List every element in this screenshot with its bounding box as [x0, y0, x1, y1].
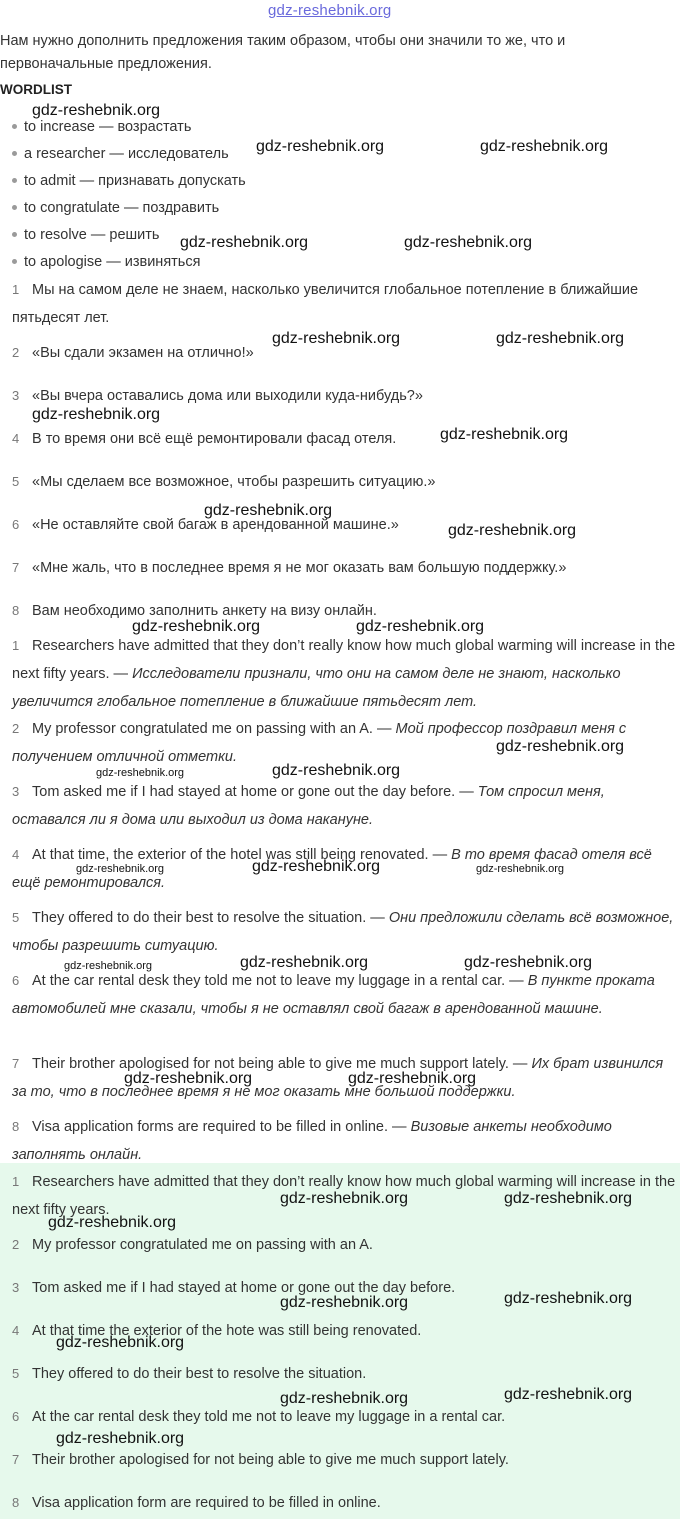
watermark: gdz-reshebnik.org [464, 954, 593, 971]
watermark: gdz-reshebnik.org [32, 102, 161, 119]
answer-item: 3 Tom asked me if I had stayed at home or gone out the day before. — Том спросил меня, оставался ли я дома или выходил из дома накануне. [12, 784, 605, 828]
original-sentence: 3 «Вы вчера оставались дома или выходили куда-нибудь?» [12, 388, 423, 404]
task-intro: Нам нужно дополнить предложения таким образом, чтобы они значили то же, что и первоначальные предложения. [0, 33, 566, 72]
bullet-icon [12, 151, 17, 156]
watermark: gdz-reshebnik.org [480, 138, 609, 155]
wordlist-item: to congratulate — поздравить [12, 195, 246, 222]
original-sentence: 4 В то время они всё ещё ремонтировали фасад отеля. [12, 431, 397, 447]
watermark: gdz-reshebnik.org [280, 1190, 409, 1207]
watermark: gdz-reshebnik.org [404, 234, 533, 251]
wordlist-item: a researcher — исследователь [12, 141, 246, 168]
watermark: gdz-reshebnik.org [76, 863, 165, 875]
watermark: gdz-reshebnik.org [64, 960, 153, 972]
watermark: gdz-reshebnik.org [476, 863, 565, 875]
watermark: gdz-reshebnik.org [272, 330, 401, 347]
final-answer: 1 Researchers have admitted that they don’t really know how much global warming will increase in the next fifty years. [12, 1174, 676, 1218]
watermark: gdz-reshebnik.org [252, 858, 381, 875]
wordlist-item: to resolve — решить [12, 222, 246, 249]
watermark: gdz-reshebnik.org [440, 426, 569, 443]
original-sentence: 1 Мы на самом деле не знаем, насколько увеличится глобальное потепление в ближайшие пятьдесят лет. [12, 282, 639, 326]
watermark: gdz-reshebnik.org [348, 1070, 477, 1087]
answer-item: 4 At that time, the exterior of the hotel was still being renovated. — В то время фасад отеля всё ещё ремонтировался. [12, 847, 652, 891]
final-answer: 4 At that time the exterior of the hote was still being renovated. [12, 1323, 422, 1339]
bullet-icon [12, 124, 17, 129]
answer-item: 8 Visa application forms are required to be filled in online. — Визовые анкеты необходимо заполнять онлайн. [12, 1119, 612, 1163]
watermark: gdz-reshebnik.org [280, 1294, 409, 1311]
answer-item: 5 They offered to do their best to resolve the situation. — Они предложили сделать всё возможное, чтобы разрешить ситуацию. [12, 910, 674, 954]
original-sentence: 8 Вам необходимо заполнить анкету на визу онлайн. [12, 603, 377, 619]
wordlist-title: WORDLIST [0, 82, 72, 97]
watermark: gdz-reshebnik.org [56, 1430, 185, 1447]
final-answer: 6 At the car rental desk they told me not to leave my luggage in a rental car. [12, 1409, 506, 1425]
watermark: gdz-reshebnik.org [132, 618, 261, 635]
bullet-icon [12, 232, 17, 237]
answer-item: 1 Researchers have admitted that they don’t really know how much global warming will increase in the next fifty years. — Исследователи признали, что они на самом деле не знают, насколько увеличится глобальное потепление в ближайшие пятьдесят лет. [12, 638, 676, 710]
watermark: gdz-reshebnik.org [204, 502, 333, 519]
watermark: gdz-reshebnik.org [96, 767, 185, 779]
watermark: gdz-reshebnik.org [448, 522, 577, 539]
final-answer: 7 Their brother apologised for not being able to give me much support lately. [12, 1452, 509, 1468]
original-sentence: 7 «Мне жаль, что в последнее время я не мог оказать вам большую поддержку.» [12, 560, 567, 576]
bullet-icon [12, 259, 17, 264]
watermark: gdz-reshebnik.org [496, 330, 625, 347]
watermark: gdz-reshebnik.org [504, 1190, 633, 1207]
watermark: gdz-reshebnik.org [496, 738, 625, 755]
watermark: gdz-reshebnik.org [504, 1386, 633, 1403]
watermark: gdz-reshebnik.org [256, 138, 385, 155]
final-answer: 3 Tom asked me if I had stayed at home or gone out the day before. [12, 1280, 456, 1296]
final-answer: 5 They offered to do their best to resolve the situation. [12, 1366, 367, 1382]
watermark: gdz-reshebnik.org [240, 954, 369, 971]
answer-item: 7 Their brother apologised for not being able to give me much support lately. — Их брат извинился за то, что в последнее время я не мог оказать мне большой поддержки. [12, 1056, 664, 1100]
watermark: gdz-reshebnik.org [32, 406, 161, 423]
bullet-icon [12, 205, 17, 210]
answer-item: 2 My professor congratulated me on passing with an A. — Мой профессор поздравил меня с получением отличной отметки. [12, 721, 627, 765]
wordlist-item: to increase — возрастать [12, 114, 246, 141]
watermark: gdz-reshebnik.org [504, 1290, 633, 1307]
original-sentence: 2 «Вы сдали экзамен на отлично!» [12, 345, 254, 361]
answer-item: 6 At the car rental desk they told me not to leave my luggage in a rental car. — В пункте проката автомобилей мне сказали, чтобы я не оставлял свой багаж в арендованной машине. [12, 973, 655, 1017]
watermark: gdz-reshebnik.org [272, 762, 401, 779]
wordlist-item: to admit — признавать допускать [12, 168, 246, 195]
bullet-icon [12, 178, 17, 183]
wordlist-item: to apologise — извиняться [12, 249, 246, 276]
original-sentence: 6 «Не оставляйте свой багаж в арендованной машине.» [12, 517, 399, 533]
watermark: gdz-reshebnik.org [280, 1390, 409, 1407]
site-link[interactable]: gdz-reshebnik.org [268, 2, 392, 19]
final-answer: 2 My professor congratulated me on passing with an A. [12, 1237, 373, 1253]
watermark: gdz-reshebnik.org [48, 1214, 177, 1231]
watermark: gdz-reshebnik.org [356, 618, 485, 635]
final-answer: 8 Visa application form are required to be filled in online. [12, 1495, 381, 1511]
watermark: gdz-reshebnik.org [180, 234, 309, 251]
original-sentence: 5 «Мы сделаем все возможное, чтобы разрешить ситуацию.» [12, 474, 436, 490]
watermark: gdz-reshebnik.org [56, 1334, 185, 1351]
watermark: gdz-reshebnik.org [124, 1070, 253, 1087]
